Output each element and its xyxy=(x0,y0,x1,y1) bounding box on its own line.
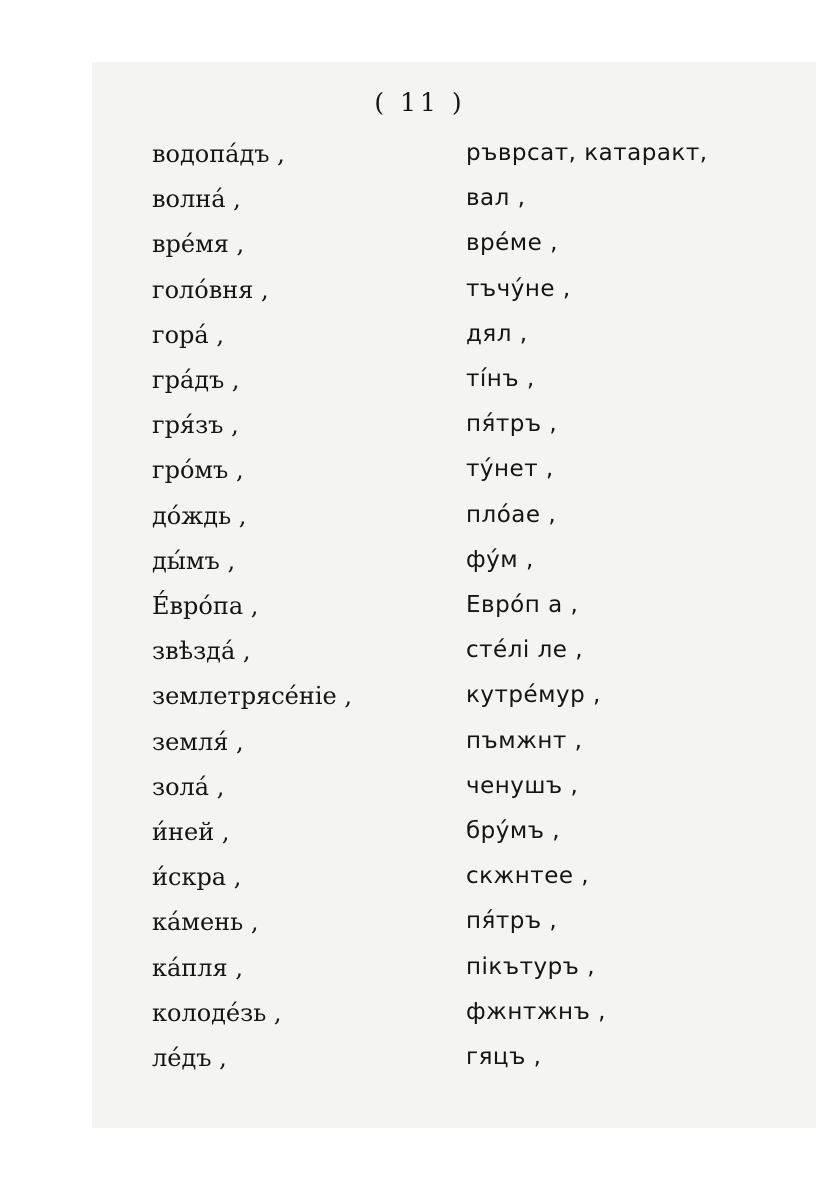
romanian-word: кутре́мур , xyxy=(466,682,601,708)
vocabulary-row xyxy=(0,411,840,451)
vocabulary-row xyxy=(0,637,840,677)
russian-word: колоде́зь , xyxy=(152,999,282,1027)
russian-word: Е́вро́па , xyxy=(152,592,259,620)
romanian-word: бру́мъ , xyxy=(466,818,561,844)
vocabulary-row xyxy=(0,818,840,858)
romanian-word: тъчу́не , xyxy=(466,276,571,302)
vocabulary-row xyxy=(0,863,840,903)
russian-word: земля́ , xyxy=(152,728,244,756)
vocabulary-row xyxy=(0,366,840,406)
vocabulary-row xyxy=(0,728,840,768)
romanian-word: ченушъ , xyxy=(466,773,579,799)
vocabulary-row xyxy=(0,908,840,948)
russian-word: гря́зъ , xyxy=(152,411,239,439)
russian-word: водопа́дъ , xyxy=(152,140,285,168)
russian-word: гра́дъ , xyxy=(152,366,240,394)
romanian-word: пъмжнт , xyxy=(466,728,583,754)
romanian-word: скжнтее , xyxy=(466,863,590,889)
vocabulary-row xyxy=(0,140,840,180)
vocabulary-row xyxy=(0,502,840,542)
vocabulary-row xyxy=(0,682,840,722)
romanian-word: ту́нет , xyxy=(466,456,554,482)
romanian-word: вал , xyxy=(466,185,526,211)
romanian-word: Евро́п а , xyxy=(466,592,579,618)
romanian-word: пя́тръ , xyxy=(466,411,558,437)
russian-word: звѣзда́ , xyxy=(152,637,251,665)
romanian-word: пікътуръ , xyxy=(466,954,596,980)
russian-word: до́ждь , xyxy=(152,502,247,530)
vocabulary-row xyxy=(0,276,840,316)
russian-word: зола́ , xyxy=(152,773,225,801)
russian-word: гро́мъ , xyxy=(152,456,244,484)
russian-word: вре́мя , xyxy=(152,230,245,258)
russian-word: и́ней , xyxy=(152,818,230,846)
page-number: ( 11 ) xyxy=(374,88,466,117)
vocabulary-row xyxy=(0,230,840,270)
romanian-word: фжнтжнъ , xyxy=(466,999,606,1025)
russian-word: ды́мъ , xyxy=(152,547,236,575)
russian-word: голо́вня , xyxy=(152,276,269,304)
romanian-word: пло́ае , xyxy=(466,502,557,528)
vocabulary-row xyxy=(0,1044,840,1084)
romanian-word: пя́тръ , xyxy=(466,908,558,934)
vocabulary-row xyxy=(0,321,840,361)
russian-word: землетрясе́ніе , xyxy=(152,682,352,710)
romanian-word: вре́ме , xyxy=(466,230,558,256)
romanian-word: ръврсат, катаракт, xyxy=(466,140,708,166)
russian-word: волна́ , xyxy=(152,185,241,213)
russian-word: ка́пля , xyxy=(152,954,243,982)
vocabulary-row xyxy=(0,773,840,813)
vocabulary-row xyxy=(0,185,840,225)
russian-word: ка́мень , xyxy=(152,908,259,936)
romanian-word: сте́лі ле , xyxy=(466,637,584,663)
romanian-word: дял , xyxy=(466,321,528,347)
russian-word: и́скра , xyxy=(152,863,242,891)
vocabulary-row xyxy=(0,954,840,994)
romanian-word: гяцъ , xyxy=(466,1044,542,1070)
vocabulary-row xyxy=(0,999,840,1039)
vocabulary-row xyxy=(0,592,840,632)
romanian-word: ті́нъ , xyxy=(466,366,535,392)
russian-word: ле́дъ , xyxy=(152,1044,227,1072)
vocabulary-row xyxy=(0,547,840,587)
russian-word: гора́ , xyxy=(152,321,224,349)
romanian-word: фу́м , xyxy=(466,547,534,573)
vocabulary-row xyxy=(0,456,840,496)
